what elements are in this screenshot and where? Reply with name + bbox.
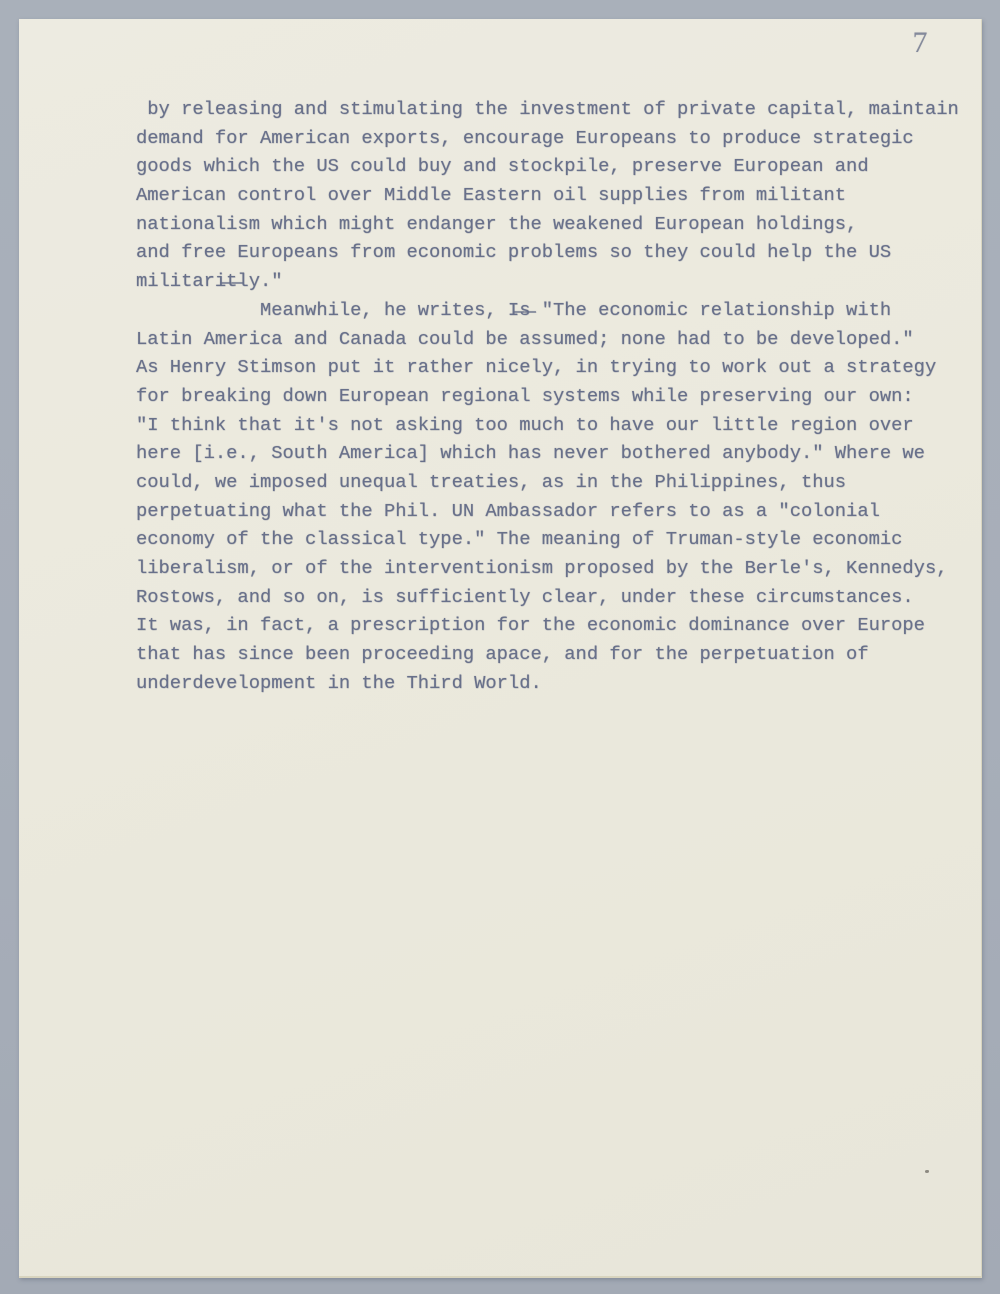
- typed-line: goods which the US could buy and stockpile, preserve European and: [136, 155, 869, 178]
- typed-line: that has since been proceeding apace, and for the perpetuation of: [136, 643, 869, 666]
- typed-line: economy of the classical type." The meaning of Truman-style economic: [136, 528, 903, 551]
- page-number: 7: [912, 26, 928, 59]
- typed-line: liberalism, or of the interventionism proposed by the Berle's, Kennedys,: [136, 557, 948, 579]
- typed-line: Latin America and Canada could be assumed; none had to be developed.": [136, 327, 914, 350]
- typed-line: underdevelopment in the Third World.: [136, 671, 542, 694]
- typed-line: by releasing and stimulating the investment of private capital, maintain: [136, 98, 959, 120]
- typed-line: perpetuating what the Phil. UN Ambassador refers to as a "colonial: [136, 499, 880, 522]
- typed-line: "I think that it's not asking too much to have our little region over: [136, 413, 914, 436]
- typed-line: Meanwhile, he writes, I̶s̶ "The economic relationship with: [136, 298, 892, 321]
- typed-line: and free Europeans from economic problems so they could help the US: [136, 241, 892, 264]
- typed-line: for breaking down European regional systems while preserving our own:: [136, 384, 914, 407]
- typed-line: It was, in fact, a prescription for the economic dominance over Europe: [136, 614, 925, 637]
- typed-line: nationalism which might endanger the weakened European holdings,: [136, 212, 858, 235]
- typed-line: As Henry Stimson put it rather nicely, in trying to work out a strategy: [136, 356, 937, 379]
- typed-text-block: [136, 95, 981, 697]
- typed-line: militari̶t̶ly.": [136, 270, 283, 293]
- typed-line: demand for American exports, encourage Europeans to produce strategic: [136, 126, 914, 149]
- typed-line: could, we imposed unequal treaties, as in the Philippines, thus: [136, 470, 847, 493]
- typed-line: Rostows, and so on, is sufficiently clear, under these circumstances.: [136, 585, 914, 608]
- typed-line: here [i.e., South America] which has never bothered anybody." Where we: [136, 442, 925, 465]
- typed-line: American control over Middle Eastern oil supplies from militant: [136, 184, 847, 207]
- paper-speck: [925, 1170, 929, 1173]
